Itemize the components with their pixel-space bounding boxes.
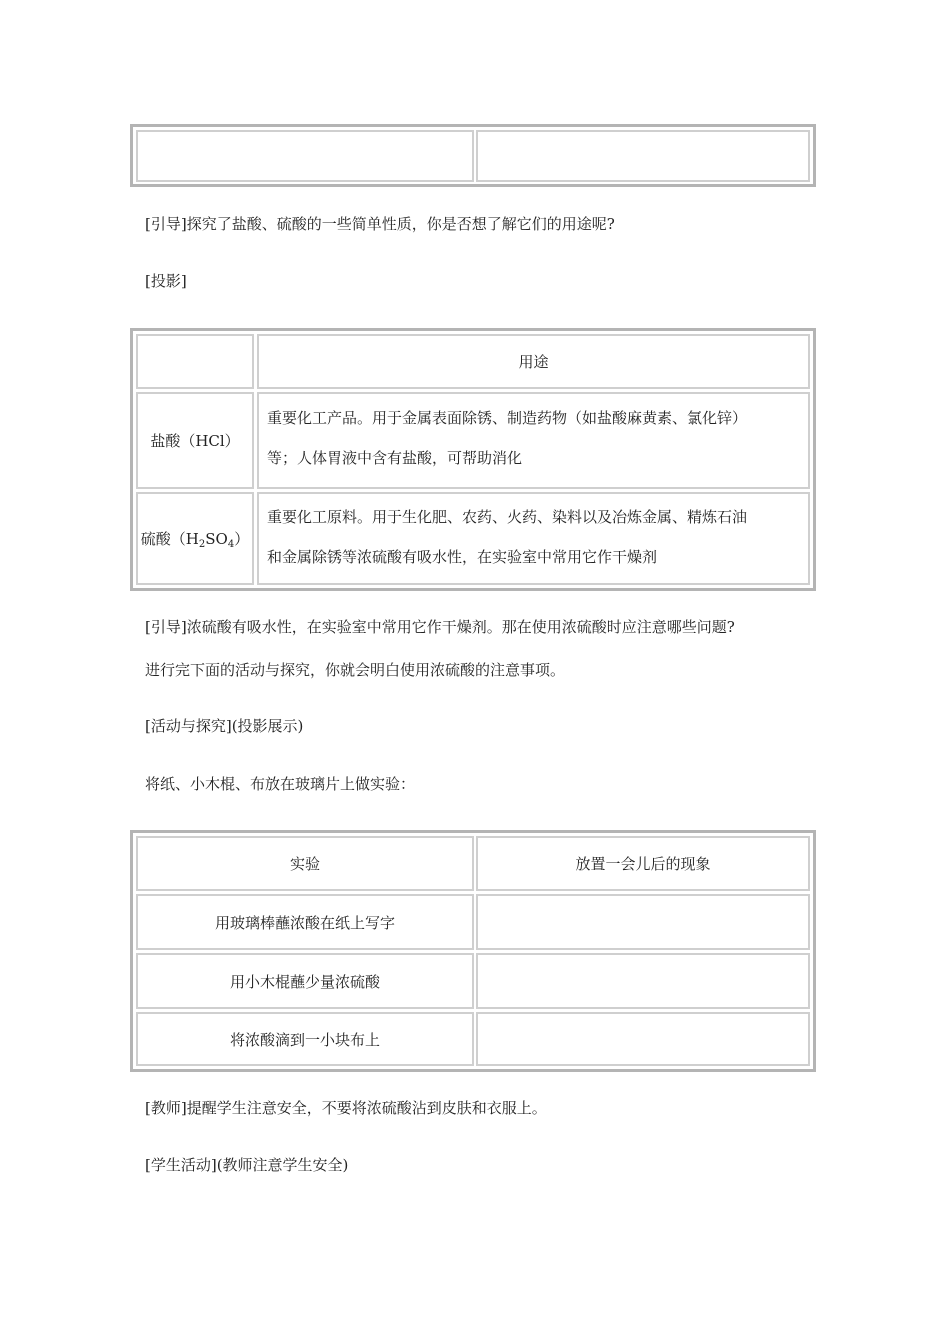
experiment-row-1-cell (136, 894, 474, 950)
experiment-row-1-text: 用玻璃棒蘸浓酸在纸上写字 (214, 913, 395, 932)
phenomenon-row-1-cell (476, 894, 810, 950)
h2so4-uses-line1: 重要化工原料。用于生化肥、农药、火药、染料以及冶炼金属、精炼石油 (267, 508, 748, 526)
phenomenon-row-3-cell (476, 1012, 810, 1066)
phenomenon-header-label: 放置一会儿后的现象 (575, 855, 711, 873)
projection-label: [投影] (145, 272, 187, 290)
experiment-row-3-cell (136, 1012, 474, 1066)
experiment-row-3-text: 将浓酸滴到一小块布上 (229, 1030, 380, 1049)
experiment-intro: 将纸、小木棍、布放在玻璃片上做实验： (145, 775, 416, 793)
h2so4-uses-line2: 和金属除锈等浓硫酸有吸水性，在实验室中常用它作干燥剂 (267, 548, 658, 566)
uses-table (130, 328, 816, 591)
hcl-name-cell (136, 392, 254, 489)
experiment-row-2-cell (136, 953, 474, 1009)
experiment-table (130, 830, 816, 1072)
hcl-uses-line1: 重要化工产品。用于金属表面除锈、制造药物（如盐酸麻黄素、氯化锌） (267, 409, 748, 427)
uses-header-label: 用途 (518, 353, 549, 371)
hcl-name: 盐酸（HCl） (150, 432, 240, 450)
student-activity: [学生活动](教师注意学生安全) (145, 1156, 349, 1174)
experiment-row-2-text: 用小木棍蘸少量浓硫酸 (229, 972, 380, 991)
uses-header-cell (257, 334, 810, 389)
top-empty-cell-right (476, 130, 810, 182)
experiment-header-label: 实验 (289, 855, 320, 873)
uses-header-blank-cell (136, 334, 254, 389)
activity-label: [活动与探究](投影展示) (145, 717, 304, 735)
guide2-line2: 进行完下面的活动与探究，你就会明白使用浓硫酸的注意事项。 (145, 661, 566, 679)
top-empty-cell-left (136, 130, 474, 182)
guide2-line1: [引导]浓硫酸有吸水性，在实验室中常用它作干燥剂。那在使用浓硫酸时应注意哪些问题? (145, 618, 735, 636)
h2so4-name: 硫酸$(H_2SO_4)$ (140, 529, 250, 550)
hcl-uses-cell (257, 392, 810, 489)
h2so4-uses-cell (257, 492, 810, 585)
top-empty-table (130, 124, 816, 187)
hcl-uses-line2: 等；人体胃液中含有盐酸，可帮助消化 (267, 449, 523, 467)
teacher-reminder: [教师]提醒学生注意安全，不要将浓硫酸沾到皮肤和衣服上。 (145, 1099, 547, 1117)
phenomenon-header-cell (476, 836, 810, 891)
experiment-header-cell (136, 836, 474, 891)
h2so4-name-cell (136, 492, 254, 585)
intro-guide-text: [引导]探究了盐酸、硫酸的一些简单性质，你是否想了解它们的用途呢? (145, 215, 615, 233)
phenomenon-row-2-cell (476, 953, 810, 1009)
